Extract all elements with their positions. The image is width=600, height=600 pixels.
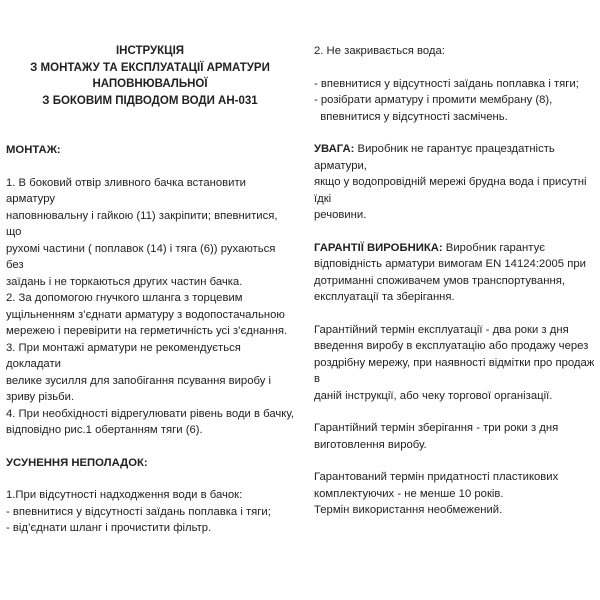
- document-title: [6, 43, 294, 109]
- montage-line: 2. За допомогою гнучкого шланга з торцевим: [6, 292, 243, 304]
- left-column: [6, 43, 294, 537]
- validity-line: комплектуючих - не менше 10 років.: [314, 487, 504, 500]
- montage-line: відповідно рис.1 обертанням тяги (6).: [6, 424, 203, 436]
- montage-text: [6, 175, 294, 439]
- title-line-2: З МОНТАЖУ ТА ЕКСПЛУАТАЦІЇ АРМАТУРИ: [30, 61, 270, 74]
- montage-line: рухомі частини ( поплавок (14) і тяга (6)) рухаються без: [6, 242, 276, 271]
- troubleshooting-item-2: [314, 43, 596, 60]
- troubleshooting-line: 2. Не закривається вода:: [314, 45, 445, 57]
- troubleshooting-line: 1.При відсутності надходження води в бачок:: [6, 489, 243, 501]
- title-line-3: НАПОВНЮВАЛЬНОЇ: [92, 78, 208, 90]
- troubleshooting-line: - розібрати арматуру і промити мембрану (8),: [314, 94, 553, 106]
- operation-line: роздрібну мережу, при наявності відмітки про продаж в: [314, 356, 595, 385]
- montage-line: заїдань і не торкаються других частин бачка.: [6, 275, 243, 288]
- title-line-4: З БОКОВИМ ПІДВОДОМ ВОДИ АН-031: [42, 94, 258, 107]
- operation-line: даній інструкції, або чеку торгової організації.: [314, 389, 553, 402]
- guarantee-label: ГАРАНТІЇ ВИРОБНИКА:: [314, 241, 443, 254]
- warning-label: УВАГА:: [314, 143, 355, 155]
- troubleshooting-line: - від’єднати шланг і прочистити фільтр.: [6, 522, 212, 534]
- operation-warranty: [314, 322, 596, 405]
- warning-line: якщо у водопровідній мережі брудна вода і присутні їдкі: [314, 176, 587, 205]
- troubleshooting-line: - впевнитися у відсутності заїдань поплавка і тяги;: [6, 505, 271, 518]
- troubleshooting-item-1: [6, 487, 294, 537]
- troubleshooting-heading: УСУНЕННЯ НЕПОЛАДОК:: [6, 456, 148, 469]
- guarantee-block: [314, 240, 596, 306]
- montage-line: 3. При монтажі арматури не рекомендується докладати: [6, 341, 241, 370]
- warning-text: Виробник не гарантує працездатність арматури,: [314, 143, 555, 172]
- troubleshooting-item-2-actions: [314, 76, 596, 126]
- montage-line: ущільненням з’єднати арматуру з водопостачальною: [6, 308, 285, 321]
- warning-block: [314, 141, 596, 224]
- montage-heading: МОНТАЖ:: [6, 144, 61, 156]
- montage-line: велике зусилля для запобігання псування виробу і: [6, 374, 272, 387]
- storage-warranty: [314, 420, 596, 453]
- storage-line: виготовлення виробу.: [314, 438, 427, 451]
- montage-line: 1. В боковий отвір зливного бачка встановити арматуру: [6, 176, 246, 205]
- guarantee-line: відповідність арматури вимогам EN 14124:2005 при: [314, 258, 586, 270]
- warning-line: речовини.: [314, 209, 367, 221]
- montage-line: 4. При необхідності відрегулювати рівень води в бачку,: [6, 407, 294, 420]
- validity-line: Термін використання необмежений.: [314, 504, 503, 516]
- storage-line: Гарантійний термін зберігання - три роки з дня: [314, 422, 559, 434]
- validity-line: Гарантований термін придатності пластикових: [314, 471, 559, 483]
- troubleshooting-line: впевнитися у відсутності засмічень.: [314, 110, 508, 123]
- right-column: [314, 43, 596, 519]
- guarantee-line: експлуатації та зберігання.: [314, 291, 455, 303]
- title-line-1: ІНСТРУКЦІЯ: [115, 45, 185, 57]
- montage-line: зриву різьби.: [6, 391, 75, 403]
- guarantee-line: дотриманні споживачем умов транспортування,: [314, 274, 565, 287]
- guarantee-text: Виробник гарантує: [442, 241, 545, 254]
- operation-line: Гарантійний термін експлуатації - два роки з дня: [314, 323, 569, 336]
- validity-warranty: [314, 469, 596, 519]
- montage-line: наповнювальну і гайкою (11) закріпити; впевнитися, що: [6, 209, 278, 238]
- montage-line: мережею і перевірити на герметичність усі з’єднання.: [6, 325, 288, 337]
- operation-line: введення виробу в експлуатацію або продажу через: [314, 340, 589, 352]
- troubleshooting-line: - впевнитися у відсутності заїдань поплавка і тяги;: [314, 77, 579, 90]
